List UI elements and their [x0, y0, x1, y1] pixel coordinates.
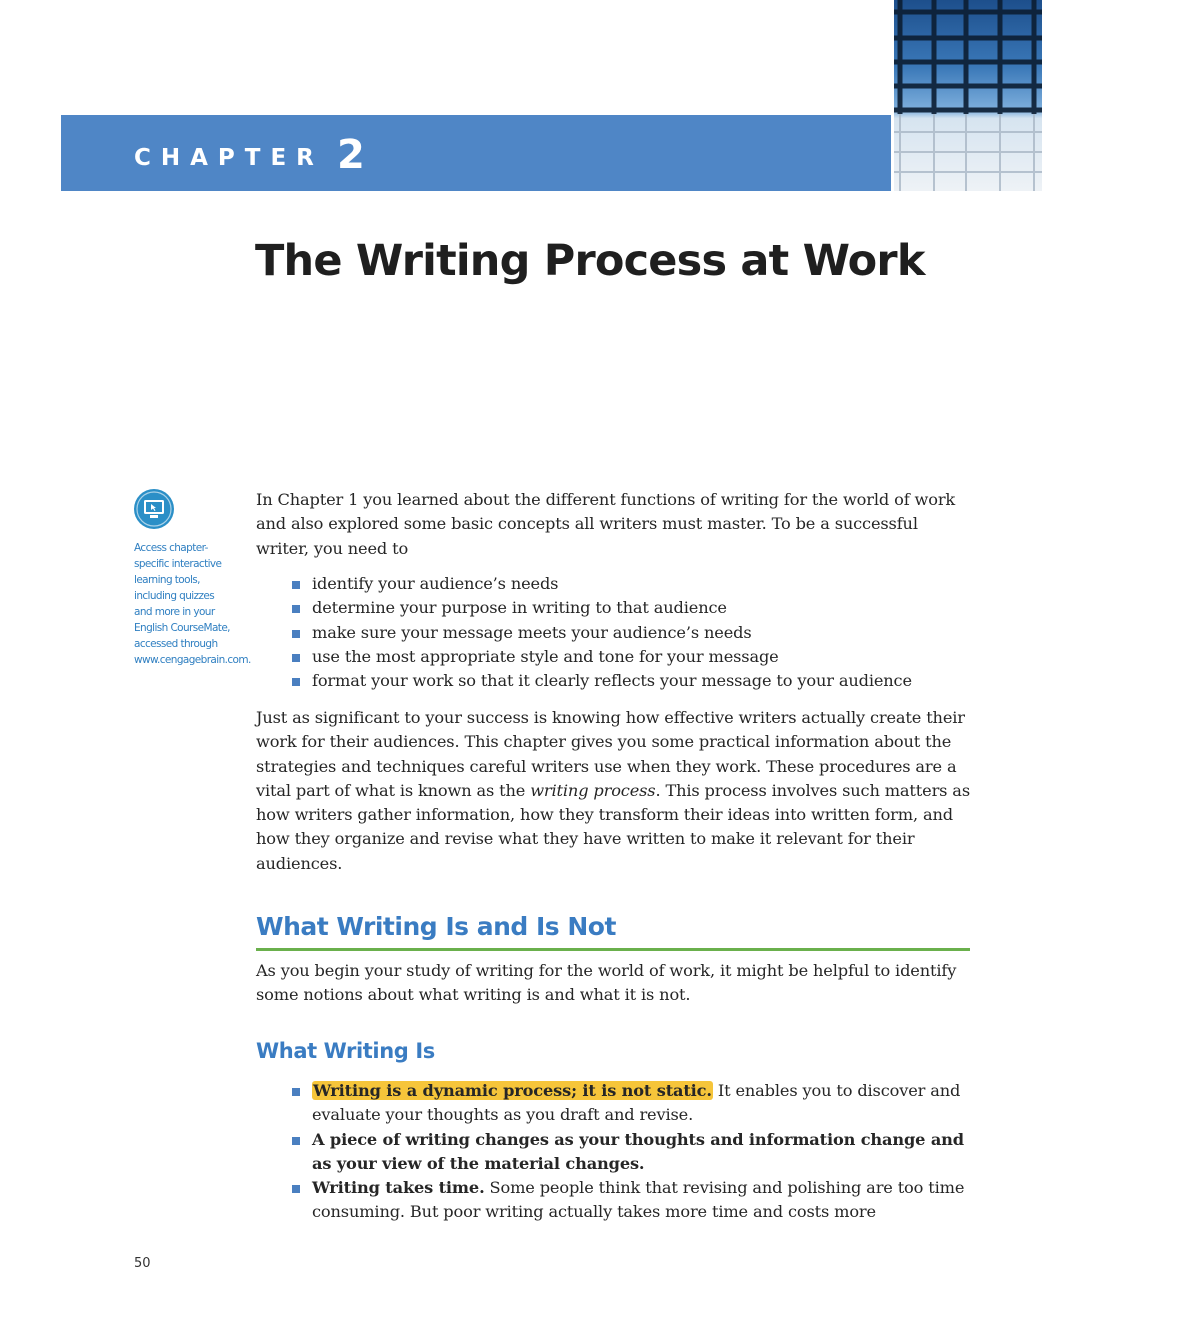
highlighted-text: Writing is a dynamic process; it is not static.: [313, 1081, 712, 1100]
intro-paragraph: In Chapter 1 you learned about the different functions of writing for the world of work and also explored some basic concepts all writers must master. To be a successful writer, you need to: [256, 490, 956, 558]
square-bullet-icon: [292, 1088, 300, 1096]
square-bullet-icon: [292, 605, 300, 613]
writing-process-term: writing process: [530, 780, 656, 800]
list-item: Writing takes time. Some people think that revising and polishing are too time consuming. But poor writing actually takes more time and costs more: [256, 1176, 970, 1225]
skills-list: [256, 572, 970, 693]
chapter-number: 2: [337, 132, 365, 178]
chapter-title: The Writing Process at Work: [255, 236, 925, 286]
writing-is-list: [256, 1079, 970, 1225]
square-bullet-icon: [292, 1185, 300, 1193]
list-item: format your work so that it clearly reflects your message to your audience: [256, 669, 970, 693]
subsection-heading: What Writing Is: [256, 1039, 435, 1063]
building-photo: [894, 0, 1042, 191]
section-heading: What Writing Is and Is Not: [256, 912, 616, 941]
building-window-grid: [894, 0, 1042, 191]
writing-process-paragraph: Just as significant to your success is knowing how effective writers actually create their work for their audiences. This chapter gives you some practical information about the strategies and techniques careful writers use when they work. These procedures are a vital part of what is known as the writing process. This process involves such matters as how writers gather information, how they transform their ideas into written form, and how they organize and revise what they have written to make it relevant for their audiences.: [256, 708, 970, 873]
square-bullet-icon: [292, 678, 300, 686]
heading-rule: [256, 948, 970, 951]
square-bullet-icon: [292, 581, 300, 589]
square-bullet-icon: [292, 630, 300, 638]
list-item: Writing is a dynamic process; it is not static. It enables you to discover and evaluate your thoughts as you draft and revise.: [256, 1079, 970, 1128]
section-intro-paragraph: As you begin your study of writing for the world of work, it might be helpful to identify some notions about what writing is and what it is not.: [256, 961, 957, 1005]
margin-note: Access chapter-specific interactive learning tools, including quizzes and more in your English CourseMate, accessed through www.cengagebrain.com.: [134, 542, 251, 666]
list-item: identify your audience’s needs: [256, 572, 970, 596]
square-bullet-icon: [292, 654, 300, 662]
list-item: make sure your message meets your audience’s needs: [256, 621, 970, 645]
list-item: determine your purpose in writing to that audience: [256, 596, 970, 620]
square-bullet-icon: [292, 1137, 300, 1145]
list-item: A piece of writing changes as your thoughts and information change and as your view of the material changes.: [256, 1128, 970, 1177]
chapter-label: CHAPTER: [134, 145, 324, 171]
computer-monitor-icon[interactable]: [133, 488, 175, 530]
list-item: use the most appropriate style and tone for your message: [256, 645, 970, 669]
page-number: 50: [134, 1256, 151, 1271]
